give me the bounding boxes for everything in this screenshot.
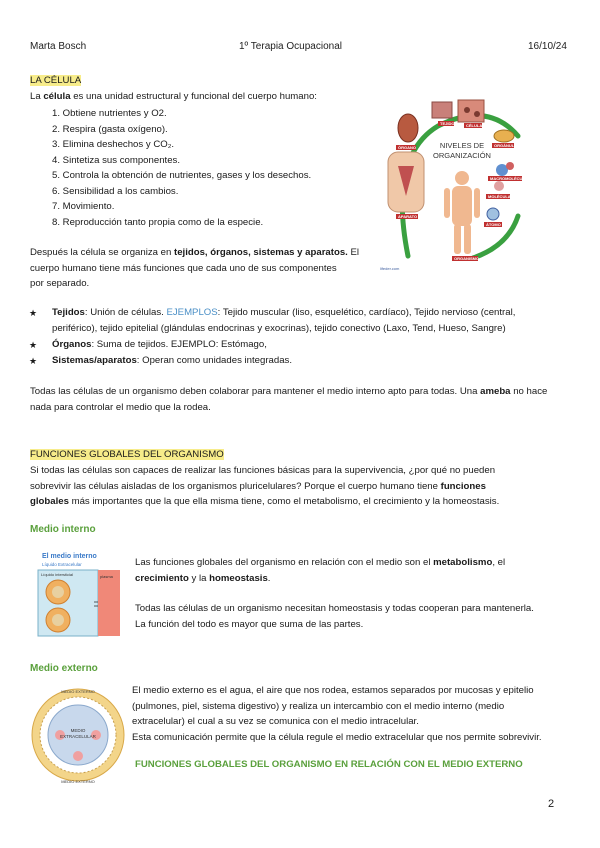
list-item: 5. Controla la obtención de nutrientes, gases y los desechos.	[52, 170, 312, 181]
header-course: 1º Terapia Ocupacional	[239, 41, 342, 52]
level-label: MACROMOLÉCULA	[490, 176, 528, 181]
medio-externo-figure	[30, 684, 126, 786]
bullet-tejidos: Tejidos: Unión de células. EJEMPLOS: Tejido muscular (liso, esquelético, cardíaco), Tejido nervioso (central, periférico), tejido epitelial (glándulas endocrinas y exocrinas), tejido conectivo (Laxo, Tend, Hueso, Sangre)	[52, 307, 516, 334]
level-label: TEJIDO	[440, 121, 455, 126]
level-label: MOLÉCULA	[488, 194, 511, 199]
diagram-credit: lifeder.com	[380, 266, 400, 271]
header-author: Marta Bosch	[30, 41, 87, 52]
celula-organization-text: Después la célula se organiza en tejidos, órganos, sistemas y aparatos. El cuerpo humano tiene más funciones que cada uno de sus componentes por separado.	[30, 247, 360, 289]
subsection-title-medio-externo: Medio externo	[30, 663, 98, 674]
list-item: 1. Obtiene nutrientes y O2.	[52, 108, 167, 119]
cell-icon	[73, 751, 83, 761]
bullet-organos: Órganos: Suma de tejidos. EJEMPLO: Estómago,	[52, 339, 267, 350]
figure-label: Líquido intersticial	[41, 572, 74, 577]
celula-function-list	[52, 106, 311, 230]
colaboran-paragraph: Todas las células de un organismo deben colaborar para mantener el medio interno apto para todas. Una ameba no hace nada para controlar el medio que la rodea.	[30, 386, 548, 413]
list-item: 4. Sintetiza sus componentes.	[52, 154, 180, 166]
atom-image	[487, 208, 499, 220]
header-date: 16/10/24	[528, 41, 567, 52]
subsection-title-medio-interno: Medio interno	[30, 524, 96, 535]
funciones-paragraph: Si todas las células son capaces de realizar las funciones básicas para la supervivencia, ¿por qué no pueden sobrevivir las células aisladas de los organismos pluricelulares? Porque el cuerpo humano tiene funciones globales más importantes que la que ella misma tiene, como el metabolismo, el crecimiento y la homeostasis.	[30, 465, 500, 507]
star-bullet-icon: ★	[29, 308, 38, 318]
list-item: 8. Reproducción tanto propia como de la especie.	[52, 216, 264, 228]
figure-label: Líquido Extracelular	[42, 562, 82, 567]
level-label: APARATO	[398, 214, 418, 219]
diagram-title: NIVELES DE	[439, 141, 485, 150]
list-item: 2. Respira (gasta oxígeno).	[52, 123, 168, 135]
molecule-image	[494, 181, 504, 191]
bullet-sistemas: Sistemas/aparatos: Operan como unidades integradas.	[52, 355, 292, 366]
figure-label: MEDIO	[70, 728, 86, 733]
diagram-title: ORGANIZACIÓN	[433, 151, 491, 160]
figure-label: plasma	[100, 574, 113, 579]
organization-levels-diagram	[378, 96, 528, 272]
organism-head	[455, 171, 469, 185]
level-label: ORGANISMO	[454, 256, 480, 261]
organ-image	[398, 114, 418, 142]
list-item: 7. Movimiento.	[52, 201, 115, 212]
section-title-funciones: FUNCIONES GLOBALES DEL ORGANISMO	[30, 449, 224, 460]
figure-title: El medio interno	[42, 553, 97, 560]
organism-body	[452, 186, 472, 226]
medio-interno-p1: Las funciones globales del organismo en relación con el medio son el metabolismo, el crecimiento y la homeostasis.	[135, 557, 506, 584]
figure-label: MEDIO EXTERNO	[61, 779, 95, 784]
medio-interno-p2: Todas las células de un organismo necesitan homeostasis y todas cooperan para mantenerla. La función del todo es mayor que suma de las partes.	[135, 603, 534, 630]
organelle-image	[494, 130, 514, 142]
level-label: ÁTOMO	[486, 222, 501, 227]
plasma-region	[98, 570, 120, 636]
cells-image	[458, 100, 484, 122]
section-title-celula: LA CÉLULA	[30, 75, 82, 86]
list-item: 3. Elimina deshechos y CO₂.	[52, 139, 175, 150]
level-label: CÉLULAS	[466, 123, 485, 128]
level-label: ÓRGANO	[398, 145, 416, 150]
celula-intro: La célula es una unidad estructural y funcional del cuerpo humano:	[30, 91, 317, 102]
star-bullet-icon: ★	[29, 356, 38, 366]
tissue-image	[432, 102, 452, 118]
medio-interno-figure	[36, 550, 122, 638]
level-label: ORGÁNULO	[494, 143, 518, 148]
green-heading-medio-externo: FUNCIONES GLOBALES DEL ORGANISMO EN RELACIÓN CON EL MEDIO EXTERNO	[135, 759, 523, 770]
figure-label: EXTRACELULAR	[60, 734, 96, 739]
medio-externo-paragraph: El medio externo es el agua, el aire que nos rodea, estamos separados por mucosas y epitelio (pulmones, piel, sistema digestivo) y realiza un intercambio con el medio interno (medio extracelular) el cual a su vez se comunica con el medio intracelular. Esta comunicación permite que la célula regule el medio extracelular que nos permite sobrevivir.	[132, 685, 542, 743]
star-bullet-icon: ★	[29, 340, 38, 350]
list-item: 6. Sensibilidad a los cambios.	[52, 185, 179, 197]
page-number: 2	[548, 798, 555, 810]
figure-label: MEDIO EXTERNO	[61, 689, 95, 694]
